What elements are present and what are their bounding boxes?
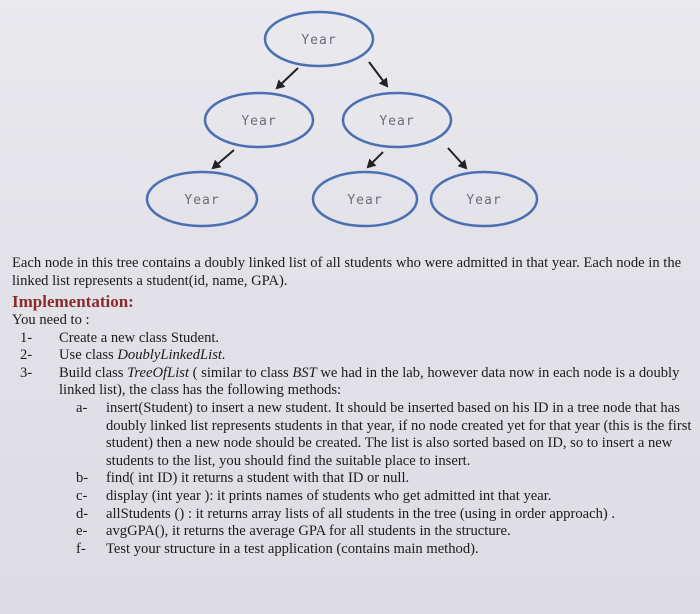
method-item xyxy=(12,506,692,524)
tree-node-root xyxy=(265,12,373,66)
item-emphasis: TreeOfList xyxy=(127,364,190,381)
method-item xyxy=(12,470,692,488)
node-label: Year xyxy=(301,33,337,48)
tree-node-left xyxy=(205,93,313,147)
item-text: Build class xyxy=(59,364,128,381)
arrow-left-leftleft xyxy=(213,150,234,168)
method-item xyxy=(12,541,692,559)
method-text: Test your structure in a test application (contains main method). xyxy=(106,540,479,557)
list-item xyxy=(12,365,692,400)
method-letter: c- xyxy=(76,487,88,504)
item-text: Create a new class Student. xyxy=(59,329,220,346)
arrow-right-rightright xyxy=(448,148,466,168)
method-text: insert(Student) to insert a new student. It should be inserted based on his ID in a tree node that has doubly linked list represents students in that year, if no node created yet for that year (this is the first student) then a new node should be created. The list is also sorted based on ID, so to insert a new students to the list, you should find the suitable place to insert. xyxy=(106,399,692,469)
method-text: avgGPA(), it returns the average GPA for all students in the structure. xyxy=(106,523,511,540)
node-label: Year xyxy=(347,193,383,208)
arrow-right-rightleft xyxy=(368,152,383,167)
tree-node-right-right xyxy=(431,172,537,226)
item-number: 2- xyxy=(20,347,33,364)
method-letter: b- xyxy=(76,470,89,487)
item-text: ( similar to class xyxy=(189,364,293,381)
method-text: display (int year ): it prints names of students who get admitted int that year. xyxy=(106,487,552,504)
method-item xyxy=(12,400,692,470)
method-letter: a- xyxy=(76,399,88,416)
node-label: Year xyxy=(379,114,415,129)
node-label: Year xyxy=(184,193,220,208)
method-letter: e- xyxy=(76,523,88,540)
intro-paragraph: Each node in this tree contains a doubly linked list of all students who were admitted in that year. Each node in the linked list represents a student(id, name, GPA). xyxy=(12,255,682,289)
list-item xyxy=(12,330,692,348)
method-letter: f- xyxy=(76,540,86,557)
item-number: 1- xyxy=(20,329,33,346)
method-item xyxy=(12,488,692,506)
method-item xyxy=(12,523,692,541)
assignment-text xyxy=(12,254,692,558)
you-need-label: You need to : xyxy=(12,312,90,328)
implementation-heading: Implementation: xyxy=(12,292,134,311)
node-label: Year xyxy=(241,114,277,129)
item-emphasis: BST xyxy=(292,364,317,381)
method-letter: d- xyxy=(76,505,89,522)
tree-node-right-left xyxy=(313,172,417,226)
item-text: we had in the lab, however data now in each node is a doubly linked list), the class has the following methods: xyxy=(59,364,680,399)
method-text: allStudents () : it returns array lists of all students in the tree (using in order approach) . xyxy=(106,505,616,522)
tree-node-right xyxy=(343,93,451,147)
item-text: Use class xyxy=(59,347,118,364)
node-label: Year xyxy=(466,193,502,208)
year-tree-diagram xyxy=(0,0,700,245)
method-text: find( int ID) it returns a student with that ID or null. xyxy=(106,470,410,487)
list-item xyxy=(12,347,692,365)
item-number: 3- xyxy=(20,364,33,381)
arrow-root-left xyxy=(277,68,298,88)
arrow-root-right xyxy=(369,62,387,86)
item-emphasis: DoublyLinkedList. xyxy=(117,347,226,364)
tree-node-left-left xyxy=(147,172,257,226)
